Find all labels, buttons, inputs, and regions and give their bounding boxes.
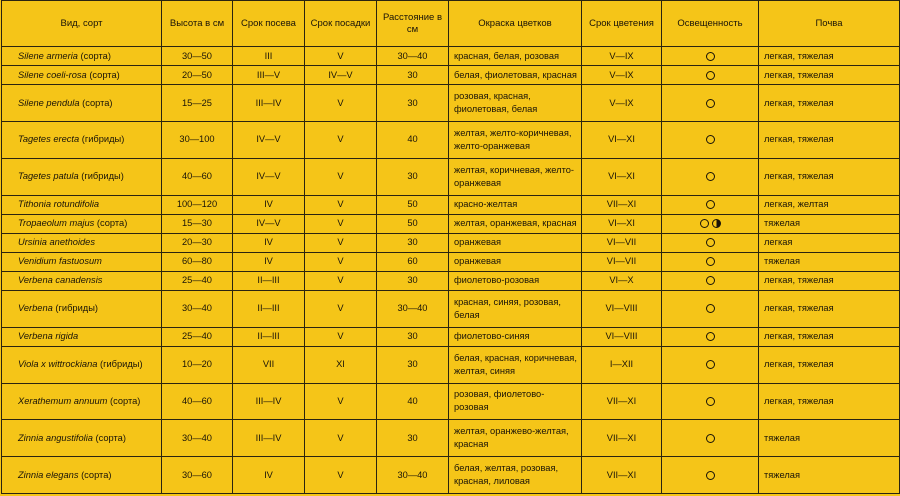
- table-row: [2, 158, 900, 195]
- sowing-cell: IV: [233, 233, 305, 252]
- table-row: [2, 327, 900, 346]
- planting-cell: V: [305, 158, 377, 195]
- soil-cell: легкая, тяжелая: [759, 47, 900, 66]
- table-row: [2, 346, 900, 383]
- distance-cell: 30: [377, 66, 449, 85]
- soil-cell: тяжелая: [759, 420, 900, 457]
- distance-cell: 40: [377, 383, 449, 420]
- soil-cell: легкая, тяжелая: [759, 346, 900, 383]
- flower-color-cell: красная, синяя, розовая, белая: [449, 290, 582, 327]
- light-cell: [662, 290, 759, 327]
- sowing-cell: III—IV: [233, 420, 305, 457]
- species-cell: [2, 195, 162, 214]
- distance-cell: 30: [377, 346, 449, 383]
- header-color: Окраска цветков: [449, 1, 582, 47]
- planting-cell: V: [305, 383, 377, 420]
- species-latin-name: Tagetes patula: [18, 171, 79, 182]
- flower-color-cell: оранжевая: [449, 252, 582, 271]
- species-latin-name: Tagetes erecta: [18, 134, 80, 145]
- sowing-cell: III—IV: [233, 383, 305, 420]
- soil-cell: легкая, тяжелая: [759, 66, 900, 85]
- bloom-period-cell: VII—XI: [582, 457, 662, 494]
- planting-cell: V: [305, 214, 377, 233]
- light-cell: [662, 66, 759, 85]
- flower-color-cell: белая, желтая, розовая, красная, лиловая: [449, 457, 582, 494]
- bloom-period-cell: I—XII: [582, 346, 662, 383]
- species-cell: [2, 47, 162, 66]
- full-sun-icon: [706, 200, 715, 209]
- species-cell: [2, 233, 162, 252]
- bloom-period-cell: V—IX: [582, 66, 662, 85]
- planting-cell: V: [305, 121, 377, 158]
- bloom-period-cell: VI—X: [582, 271, 662, 290]
- light-cell: [662, 233, 759, 252]
- bloom-period-cell: VI—VIII: [582, 327, 662, 346]
- soil-cell: легкая, тяжелая: [759, 158, 900, 195]
- soil-cell: легкая, тяжелая: [759, 290, 900, 327]
- light-cell: [662, 121, 759, 158]
- species-cell: [2, 252, 162, 271]
- height-cell: 30—100: [162, 121, 233, 158]
- light-cell: [662, 252, 759, 271]
- distance-cell: 60: [377, 252, 449, 271]
- sowing-cell: IV—V: [233, 158, 305, 195]
- species-cell: [2, 214, 162, 233]
- flower-color-cell: фиолетово-синяя: [449, 327, 582, 346]
- species-latin-name: Xerathemum annuum: [18, 395, 108, 406]
- table-row: [2, 233, 900, 252]
- distance-cell: 30: [377, 271, 449, 290]
- bloom-period-cell: VI—XI: [582, 158, 662, 195]
- distance-cell: 30—40: [377, 457, 449, 494]
- table-row: [2, 420, 900, 457]
- sowing-cell: IV—V: [233, 214, 305, 233]
- height-cell: 100—120: [162, 195, 233, 214]
- full-sun-icon: [706, 434, 715, 443]
- bloom-period-cell: VI—VII: [582, 233, 662, 252]
- full-sun-icon: [706, 238, 715, 247]
- bloom-period-cell: VI—VII: [582, 252, 662, 271]
- species-latin-name: Ursinia anethoides: [18, 237, 96, 248]
- planting-cell: V: [305, 271, 377, 290]
- species-note: (сорта): [79, 97, 113, 108]
- header-light: Освещенность: [662, 1, 759, 47]
- sowing-cell: IV: [233, 195, 305, 214]
- full-sun-icon: [706, 276, 715, 285]
- distance-cell: 30—40: [377, 290, 449, 327]
- light-cell: [662, 214, 759, 233]
- full-sun-icon: [706, 52, 715, 61]
- height-cell: 40—60: [162, 383, 233, 420]
- species-cell: [2, 457, 162, 494]
- bloom-period-cell: VII—XI: [582, 420, 662, 457]
- species-latin-name: Zinnia elegans: [18, 469, 79, 480]
- plant-table: [1, 0, 900, 494]
- full-sun-icon: [706, 471, 715, 480]
- species-cell: [2, 290, 162, 327]
- sowing-cell: II—III: [233, 290, 305, 327]
- species-latin-name: Verbena rigida: [18, 331, 79, 342]
- height-cell: 30—40: [162, 420, 233, 457]
- bloom-period-cell: VI—VIII: [582, 290, 662, 327]
- light-cell: [662, 457, 759, 494]
- species-cell: [2, 420, 162, 457]
- partial-shade-icon: [712, 219, 721, 228]
- height-cell: 30—50: [162, 47, 233, 66]
- species-latin-name: Silene armeria: [18, 50, 78, 61]
- flower-color-cell: оранжевая: [449, 233, 582, 252]
- light-cell: [662, 158, 759, 195]
- height-cell: 20—50: [162, 66, 233, 85]
- species-latin-name: Tropaeolum majus: [18, 218, 95, 229]
- light-cell: [662, 271, 759, 290]
- planting-cell: V: [305, 233, 377, 252]
- header-height: Высота в см: [162, 1, 233, 47]
- sowing-cell: II—III: [233, 271, 305, 290]
- species-latin-name: Viola x wittrockiana: [18, 359, 98, 370]
- species-note: (гибриды): [97, 359, 143, 370]
- table-row: [2, 383, 900, 420]
- bloom-period-cell: VII—XI: [582, 383, 662, 420]
- species-note: (гибриды): [79, 134, 125, 145]
- full-sun-icon: [706, 99, 715, 108]
- distance-cell: 30: [377, 158, 449, 195]
- sowing-cell: IV: [233, 457, 305, 494]
- planting-cell: XI: [305, 346, 377, 383]
- full-sun-icon: [706, 257, 715, 266]
- bloom-period-cell: VI—XI: [582, 121, 662, 158]
- planting-cell: V: [305, 252, 377, 271]
- flower-color-cell: желтая, оранжевая, красная: [449, 214, 582, 233]
- full-sun-icon: [706, 304, 715, 313]
- soil-cell: легкая: [759, 233, 900, 252]
- distance-cell: 30: [377, 233, 449, 252]
- header-row: [2, 1, 900, 47]
- planting-cell: V: [305, 47, 377, 66]
- flower-color-cell: желтая, желто-коричневая, желто-оранжевая: [449, 121, 582, 158]
- soil-cell: легкая, тяжелая: [759, 327, 900, 346]
- header-name: Вид, сорт: [2, 1, 162, 47]
- table-row: [2, 457, 900, 494]
- species-note: (сорта): [78, 469, 112, 480]
- flower-color-cell: желтая, коричневая, желто-оранжевая: [449, 158, 582, 195]
- distance-cell: 30—40: [377, 47, 449, 66]
- bloom-period-cell: VII—XI: [582, 195, 662, 214]
- distance-cell: 30: [377, 85, 449, 122]
- distance-cell: 50: [377, 195, 449, 214]
- soil-cell: легкая, тяжелая: [759, 271, 900, 290]
- planting-cell: V: [305, 420, 377, 457]
- species-note: (сорта): [77, 50, 111, 61]
- header-bloom: Срок цветения: [582, 1, 662, 47]
- flower-color-cell: красная, белая, розовая: [449, 47, 582, 66]
- table-row: [2, 271, 900, 290]
- planting-cell: V: [305, 327, 377, 346]
- light-cell: [662, 47, 759, 66]
- distance-cell: 50: [377, 214, 449, 233]
- sowing-cell: IV—V: [233, 121, 305, 158]
- species-note: (сорта): [92, 432, 126, 443]
- species-note: (гибриды): [52, 303, 98, 314]
- height-cell: 25—40: [162, 327, 233, 346]
- soil-cell: тяжелая: [759, 214, 900, 233]
- distance-cell: 30: [377, 327, 449, 346]
- soil-cell: легкая, тяжелая: [759, 85, 900, 122]
- planting-cell: V: [305, 85, 377, 122]
- table-row: [2, 121, 900, 158]
- bloom-period-cell: V—IX: [582, 85, 662, 122]
- sowing-cell: IV: [233, 252, 305, 271]
- header-soil: Почва: [759, 1, 900, 47]
- planting-cell: V: [305, 195, 377, 214]
- soil-cell: легкая, тяжелая: [759, 121, 900, 158]
- height-cell: 60—80: [162, 252, 233, 271]
- species-cell: [2, 85, 162, 122]
- table-row: [2, 252, 900, 271]
- planting-cell: V: [305, 457, 377, 494]
- header-distance: Расстояние в см: [377, 1, 449, 47]
- flower-color-cell: розовая, красная, фиолетовая, белая: [449, 85, 582, 122]
- flower-color-cell: красно-желтая: [449, 195, 582, 214]
- soil-cell: легкая, тяжелая: [759, 383, 900, 420]
- height-cell: 25—40: [162, 271, 233, 290]
- species-latin-name: Silene coeli-rosa: [18, 69, 87, 80]
- full-sun-icon: [700, 219, 709, 228]
- distance-cell: 40: [377, 121, 449, 158]
- species-latin-name: Zinnia angustifolia: [18, 432, 93, 443]
- table-row: [2, 85, 900, 122]
- species-note: (сорта): [94, 218, 128, 229]
- species-latin-name: Silene pendula: [18, 97, 80, 108]
- height-cell: 30—40: [162, 290, 233, 327]
- light-cell: [662, 346, 759, 383]
- light-cell: [662, 327, 759, 346]
- table-row: [2, 290, 900, 327]
- light-cell: [662, 383, 759, 420]
- bloom-period-cell: VI—XI: [582, 214, 662, 233]
- species-latin-name: Tithonia rotundifolia: [18, 199, 100, 210]
- height-cell: 15—25: [162, 85, 233, 122]
- table-row: [2, 214, 900, 233]
- full-sun-icon: [706, 172, 715, 181]
- soil-cell: тяжелая: [759, 252, 900, 271]
- full-sun-icon: [706, 397, 715, 406]
- table-row: [2, 66, 900, 85]
- header-sowing: Срок посева: [233, 1, 305, 47]
- flower-color-cell: белая, красная, коричневая, желтая, синяя: [449, 346, 582, 383]
- height-cell: 20—30: [162, 233, 233, 252]
- sowing-cell: III—IV: [233, 85, 305, 122]
- height-cell: 30—60: [162, 457, 233, 494]
- species-latin-name: Verbena: [18, 303, 53, 314]
- flower-color-cell: розовая, фиолетово-розовая: [449, 383, 582, 420]
- species-cell: [2, 383, 162, 420]
- flower-color-cell: фиолетово-розовая: [449, 271, 582, 290]
- flower-color-cell: желтая, оранжево-желтая, красная: [449, 420, 582, 457]
- height-cell: 10—20: [162, 346, 233, 383]
- soil-cell: тяжелая: [759, 457, 900, 494]
- header-planting: Срок посадки: [305, 1, 377, 47]
- table-row: [2, 47, 900, 66]
- species-cell: [2, 121, 162, 158]
- full-sun-icon: [706, 135, 715, 144]
- full-sun-icon: [706, 71, 715, 80]
- table-row: [2, 195, 900, 214]
- sowing-cell: VII: [233, 346, 305, 383]
- height-cell: 40—60: [162, 158, 233, 195]
- bloom-period-cell: V—IX: [582, 47, 662, 66]
- species-cell: [2, 346, 162, 383]
- height-cell: 15—30: [162, 214, 233, 233]
- full-sun-icon: [706, 332, 715, 341]
- soil-cell: легкая, желтая: [759, 195, 900, 214]
- light-cell: [662, 85, 759, 122]
- light-cell: [662, 420, 759, 457]
- full-sun-icon: [706, 360, 715, 369]
- species-latin-name: Verbena canadensis: [18, 275, 103, 286]
- species-note: (сорта): [107, 395, 141, 406]
- planting-cell: IV—V: [305, 66, 377, 85]
- species-cell: [2, 158, 162, 195]
- species-cell: [2, 271, 162, 290]
- light-cell: [662, 195, 759, 214]
- table-body: [2, 47, 900, 494]
- planting-cell: V: [305, 290, 377, 327]
- distance-cell: 30: [377, 420, 449, 457]
- species-latin-name: Venidium fastuosum: [18, 256, 102, 267]
- flower-color-cell: белая, фиолетовая, красная: [449, 66, 582, 85]
- sowing-cell: III—V: [233, 66, 305, 85]
- sowing-cell: II—III: [233, 327, 305, 346]
- species-note: (сорта): [86, 69, 120, 80]
- species-cell: [2, 66, 162, 85]
- species-note: (гибриды): [78, 171, 124, 182]
- species-cell: [2, 327, 162, 346]
- sowing-cell: III: [233, 47, 305, 66]
